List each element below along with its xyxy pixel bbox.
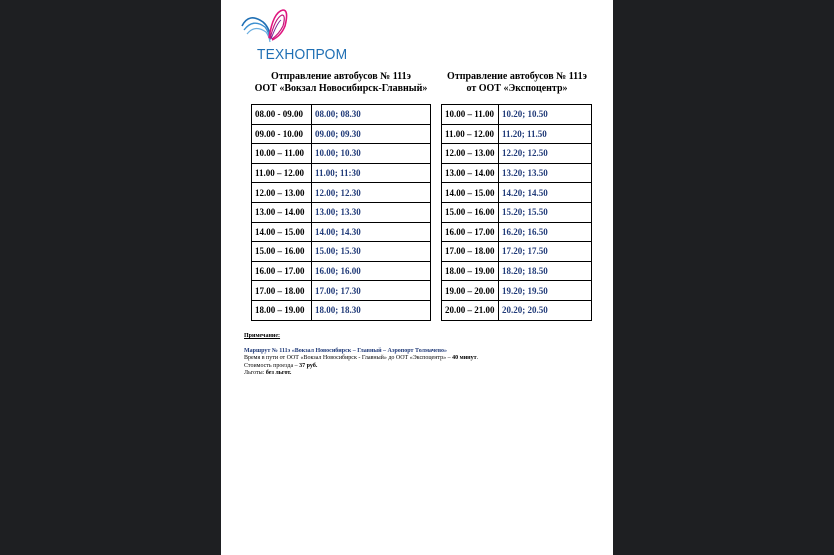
table-row bbox=[252, 202, 431, 222]
departure-times-cell: 14.20; 14.50 bbox=[499, 183, 592, 203]
departure-times-cell: 15.20; 15.50 bbox=[499, 202, 592, 222]
table-row bbox=[252, 242, 431, 262]
time-range-cell: 19.00 – 20.00 bbox=[442, 281, 499, 301]
price-label: Стоимость проезда – bbox=[244, 362, 298, 369]
time-range-cell: 12.00 – 13.00 bbox=[442, 144, 499, 164]
price-value: 37 руб. bbox=[299, 362, 318, 369]
departure-times-cell: 11.20; 11.50 bbox=[499, 124, 592, 144]
departure-times-cell: 13.20; 13.50 bbox=[499, 163, 592, 183]
route-note: Маршрут № 111э «Вокзал Новосибирск – Главный – Аэропорт Толмачево» bbox=[244, 347, 448, 354]
time-range-cell: 15.00 – 16.00 bbox=[442, 202, 499, 222]
departure-times-cell: 19.20; 19.50 bbox=[499, 281, 592, 301]
time-range-cell: 18.00 – 19.00 bbox=[252, 300, 312, 320]
time-range-cell: 13.00 – 14.00 bbox=[442, 163, 499, 183]
time-range-cell: 08.00 - 09.00 bbox=[252, 105, 312, 125]
time-range-cell: 17.00 – 18.00 bbox=[442, 242, 499, 262]
time-range-cell: 10.00 – 11.00 bbox=[252, 144, 312, 164]
table-row bbox=[252, 281, 431, 301]
document-page bbox=[221, 0, 613, 555]
time-range-cell: 11.00 – 12.00 bbox=[252, 163, 312, 183]
time-range-cell: 11.00 – 12.00 bbox=[442, 124, 499, 144]
time-range-cell: 13.00 – 14.00 bbox=[252, 202, 312, 222]
travel-time-label: Время в пути от ООТ «Вокзал Новосибирск - Главный» до ООТ «Экспоцентр» – bbox=[244, 355, 451, 361]
time-range-cell: 20.00 – 21.00 bbox=[442, 300, 499, 320]
table-row bbox=[442, 105, 592, 125]
time-range-cell: 14.00 – 15.00 bbox=[442, 183, 499, 203]
table-row bbox=[442, 202, 592, 222]
table-row bbox=[442, 222, 592, 242]
time-range-cell: 14.00 – 15.00 bbox=[252, 222, 312, 242]
left-heading-line2: ООТ «Вокзал Новосибирск-Главный» bbox=[254, 83, 428, 94]
departure-times-cell: 12.20; 12.50 bbox=[499, 144, 592, 164]
right-heading-line1: Отправление автобусов № 111э bbox=[447, 71, 587, 82]
departure-times-cell: 12.00; 12.30 bbox=[312, 183, 431, 203]
time-range-cell: 15.00 – 16.00 bbox=[252, 242, 312, 262]
departure-times-cell: 18.20; 18.50 bbox=[499, 261, 592, 281]
benefits-value: без льгот. bbox=[265, 370, 292, 376]
table-row bbox=[442, 163, 592, 183]
time-range-cell: 09.00 - 10.00 bbox=[252, 124, 312, 144]
price-note bbox=[244, 363, 478, 371]
table-row bbox=[442, 300, 592, 320]
time-range-cell: 17.00 – 18.00 bbox=[252, 281, 312, 301]
departure-times-cell: 15.00; 15.30 bbox=[312, 242, 431, 262]
departure-times-cell: 16.20; 16.50 bbox=[499, 222, 592, 242]
butterfly-logo-icon bbox=[239, 8, 339, 48]
table-row bbox=[442, 261, 592, 281]
table-row bbox=[252, 261, 431, 281]
table-row bbox=[252, 144, 431, 164]
table-row bbox=[442, 124, 592, 144]
left-schedule-table bbox=[251, 104, 431, 321]
departure-times-cell: 17.00; 17.30 bbox=[312, 281, 431, 301]
benefits-label: Льготы: bbox=[244, 370, 265, 376]
notes-title: Примечание: bbox=[244, 333, 281, 339]
departure-times-cell: 10.00; 10.30 bbox=[312, 144, 431, 164]
table-row bbox=[442, 281, 592, 301]
table-row bbox=[442, 183, 592, 203]
table-row bbox=[252, 105, 431, 125]
departure-times-cell: 11.00; 11:30 bbox=[312, 163, 431, 183]
departure-times-cell: 08.00; 08.30 bbox=[312, 105, 431, 125]
table-row bbox=[252, 163, 431, 183]
logo-text: ТЕХНОПРОМ bbox=[257, 46, 348, 63]
departure-times-cell: 16.00; 16.00 bbox=[312, 261, 431, 281]
time-range-cell: 12.00 – 13.00 bbox=[252, 183, 312, 203]
table-row bbox=[252, 222, 431, 242]
time-range-cell: 18.00 – 19.00 bbox=[442, 261, 499, 281]
departure-times-cell: 13.00; 13.30 bbox=[312, 202, 431, 222]
departure-times-cell: 18.00; 18.30 bbox=[312, 300, 431, 320]
departure-times-cell: 10.20; 10.50 bbox=[499, 105, 592, 125]
right-schedule-heading bbox=[439, 71, 595, 95]
departure-times-cell: 20.20; 20.50 bbox=[499, 300, 592, 320]
notes-section bbox=[244, 333, 478, 378]
benefits-note bbox=[244, 370, 478, 378]
table-row bbox=[252, 183, 431, 203]
right-heading-line2: от ООТ «Экспоцентр» bbox=[466, 83, 568, 94]
technoprom-logo bbox=[239, 8, 348, 68]
departure-times-cell: 09.00; 09.30 bbox=[312, 124, 431, 144]
time-range-cell: 10.00 – 11.00 bbox=[442, 105, 499, 125]
travel-time-note: Время в пути от ООТ «Вокзал Новосибирск - Главный» до ООТ «Экспоцентр» – 40 минут. bbox=[244, 355, 479, 361]
departure-times-cell: 17.20; 17.50 bbox=[499, 242, 592, 262]
table-row bbox=[442, 242, 592, 262]
table-row bbox=[252, 300, 431, 320]
table-row bbox=[252, 124, 431, 144]
departure-times-cell: 14.00; 14.30 bbox=[312, 222, 431, 242]
travel-time-value: 40 минут bbox=[452, 355, 477, 361]
time-range-cell: 16.00 – 17.00 bbox=[442, 222, 499, 242]
right-schedule-table bbox=[441, 104, 592, 321]
left-schedule-heading bbox=[249, 71, 433, 95]
time-range-cell: 16.00 – 17.00 bbox=[252, 261, 312, 281]
left-heading-line1: Отправление автобусов № 111э bbox=[271, 71, 411, 82]
table-row bbox=[442, 144, 592, 164]
